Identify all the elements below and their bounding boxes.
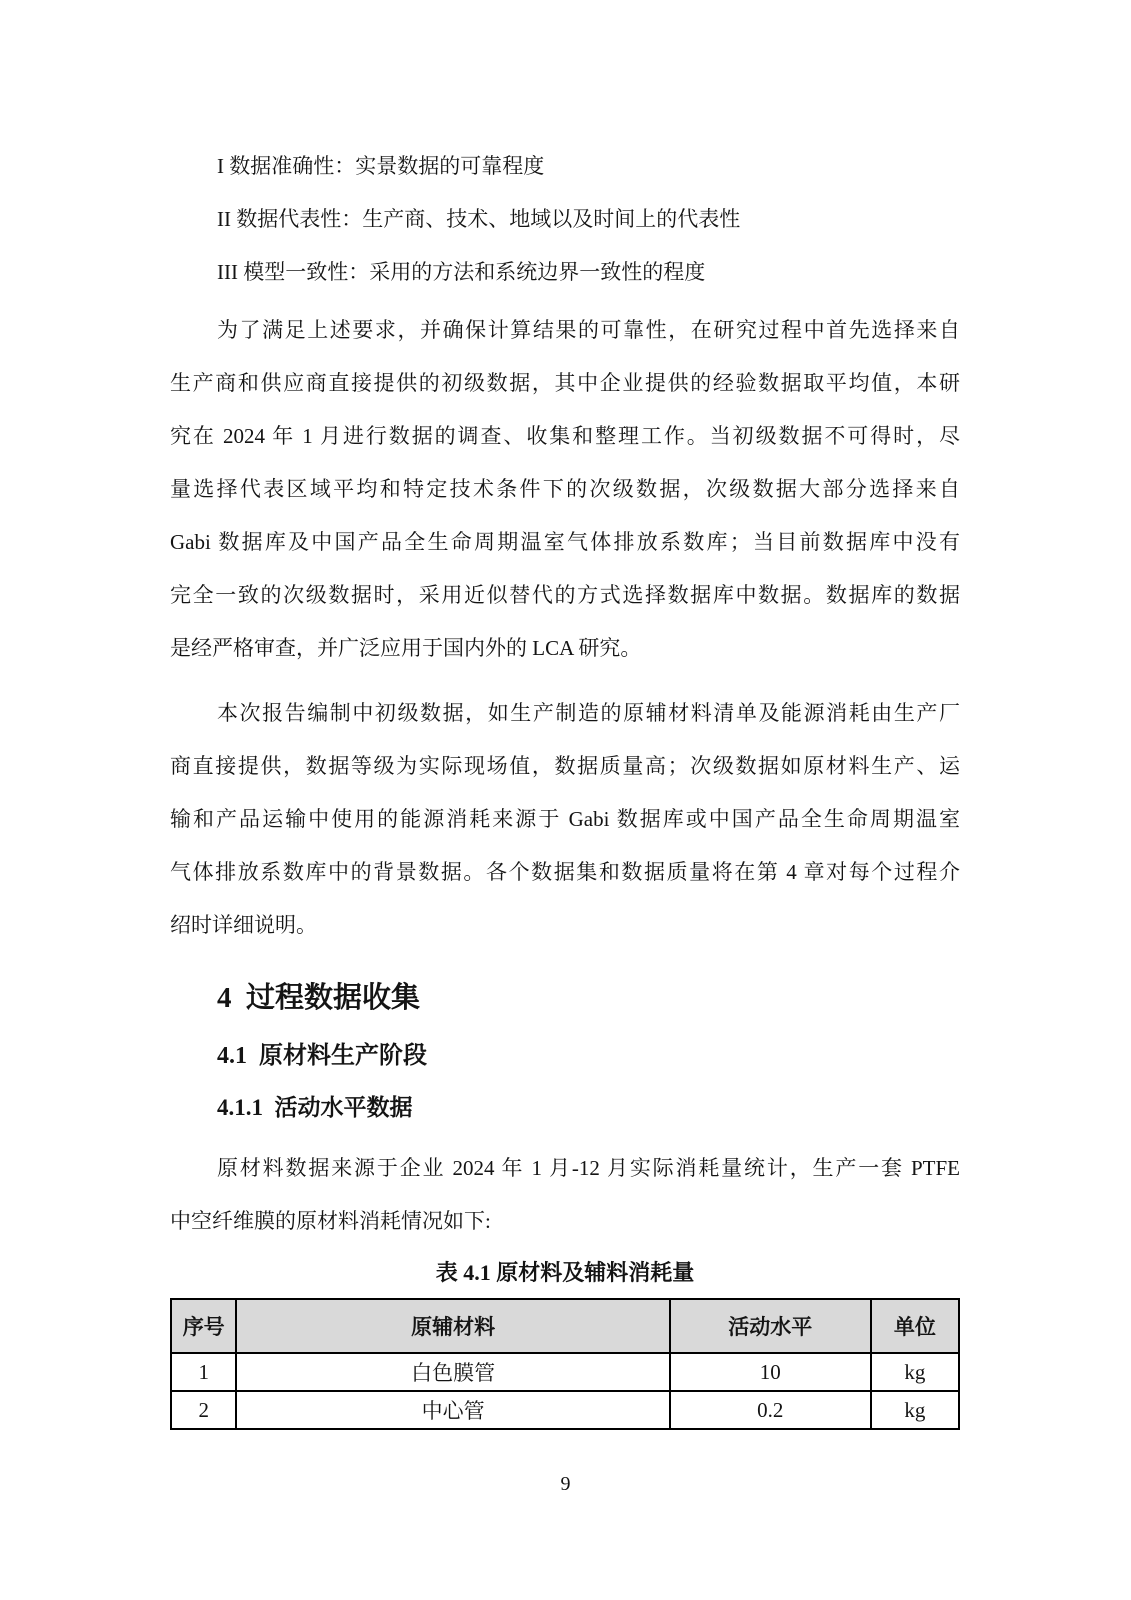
text-line: 输和产品运输中使用的能源消耗来源于 Gabi 数据库或中国产品全生命周期温室 [170,807,960,831]
text-line: 气体排放系数库中的背景数据。各个数据集和数据质量将在第 4 章对每个过程介 [170,860,960,884]
text-line: 完全一致的次级数据时，采用近似替代的方式选择数据库中数据。数据库的数据 [170,583,960,607]
materials-consumption-table [170,1298,960,1430]
table-row [171,1391,959,1429]
table-cell-activity: 0.2 [670,1391,871,1429]
text-line: 本次报告编制中初级数据，如生产制造的原辅材料清单及能源消耗由生产厂 [217,701,960,725]
table-cell-unit: kg [871,1353,959,1391]
table-caption: 表 4.1 原材料及辅料消耗量 [435,1260,695,1285]
paragraph-raw-material-source [170,1142,960,1248]
page-content [170,0,960,1430]
text-line: 中空纤维膜的原材料消耗情况如下: [170,1209,491,1233]
table-cell-unit: kg [871,1391,959,1429]
table-cell-activity: 10 [670,1353,871,1391]
text-line: 生产商和供应商直接提供的初级数据，其中企业提供的经验数据取平均值，本研 [170,371,960,395]
table-header-cell-index: 序号 [171,1299,236,1353]
text-line: 原材料数据来源于企业 2024 年 1 月-12 月实际消耗量统计，生产一套 PTFE [217,1156,960,1180]
quality-criterion-consistency: III 模型一致性：采用的方法和系统边界一致性的程度 [217,260,706,284]
section-heading-process-data-collection: 4 过程数据收集 [217,982,421,1014]
table-header-row [171,1299,959,1353]
text-line: 为了满足上述要求，并确保计算结果的可靠性，在研究过程中首先选择来自 [217,318,960,342]
subsection-heading-raw-material-stage: 4.1 原材料生产阶段 [217,1043,427,1069]
table-header-cell-activity: 活动水平 [670,1299,871,1353]
quality-criterion-representativeness: II 数据代表性：生产商、技术、地域以及时间上的代表性 [217,207,741,231]
text-line: 究在 2024 年 1 月进行数据的调查、收集和整理工作。当初级数据不可得时，尽 [170,424,960,448]
table-cell-index: 2 [171,1391,236,1429]
text-line: 商直接提供，数据等级为实际现场值，数据质量高；次级数据如原材料生产、运 [170,754,960,778]
paragraph-data-quality [170,687,960,952]
page-number: 9 [560,1473,571,1495]
quality-criterion-accuracy: I 数据准确性：实景数据的可靠程度 [217,154,545,178]
paragraph-data-selection [170,304,960,675]
text-line: 绍时详细说明。 [170,913,317,937]
table-header-cell-unit: 单位 [871,1299,959,1353]
table-cell-index: 1 [171,1353,236,1391]
table-row [171,1353,959,1391]
text-line: 量选择代表区域平均和特定技术条件下的次级数据，次级数据大部分选择来自 [170,477,960,501]
text-line: 是经严格审查，并广泛应用于国内外的 LCA 研究。 [170,636,642,660]
table-cell-material: 白色膜管 [236,1353,669,1391]
subsubsection-heading-activity-level-data: 4.1.1 活动水平数据 [217,1095,413,1120]
table-cell-material: 中心管 [236,1391,669,1429]
text-line: Gabi 数据库及中国产品全生命周期温室气体排放系数库；当目前数据库中没有 [170,530,960,554]
table-header-cell-material: 原辅材料 [236,1299,669,1353]
